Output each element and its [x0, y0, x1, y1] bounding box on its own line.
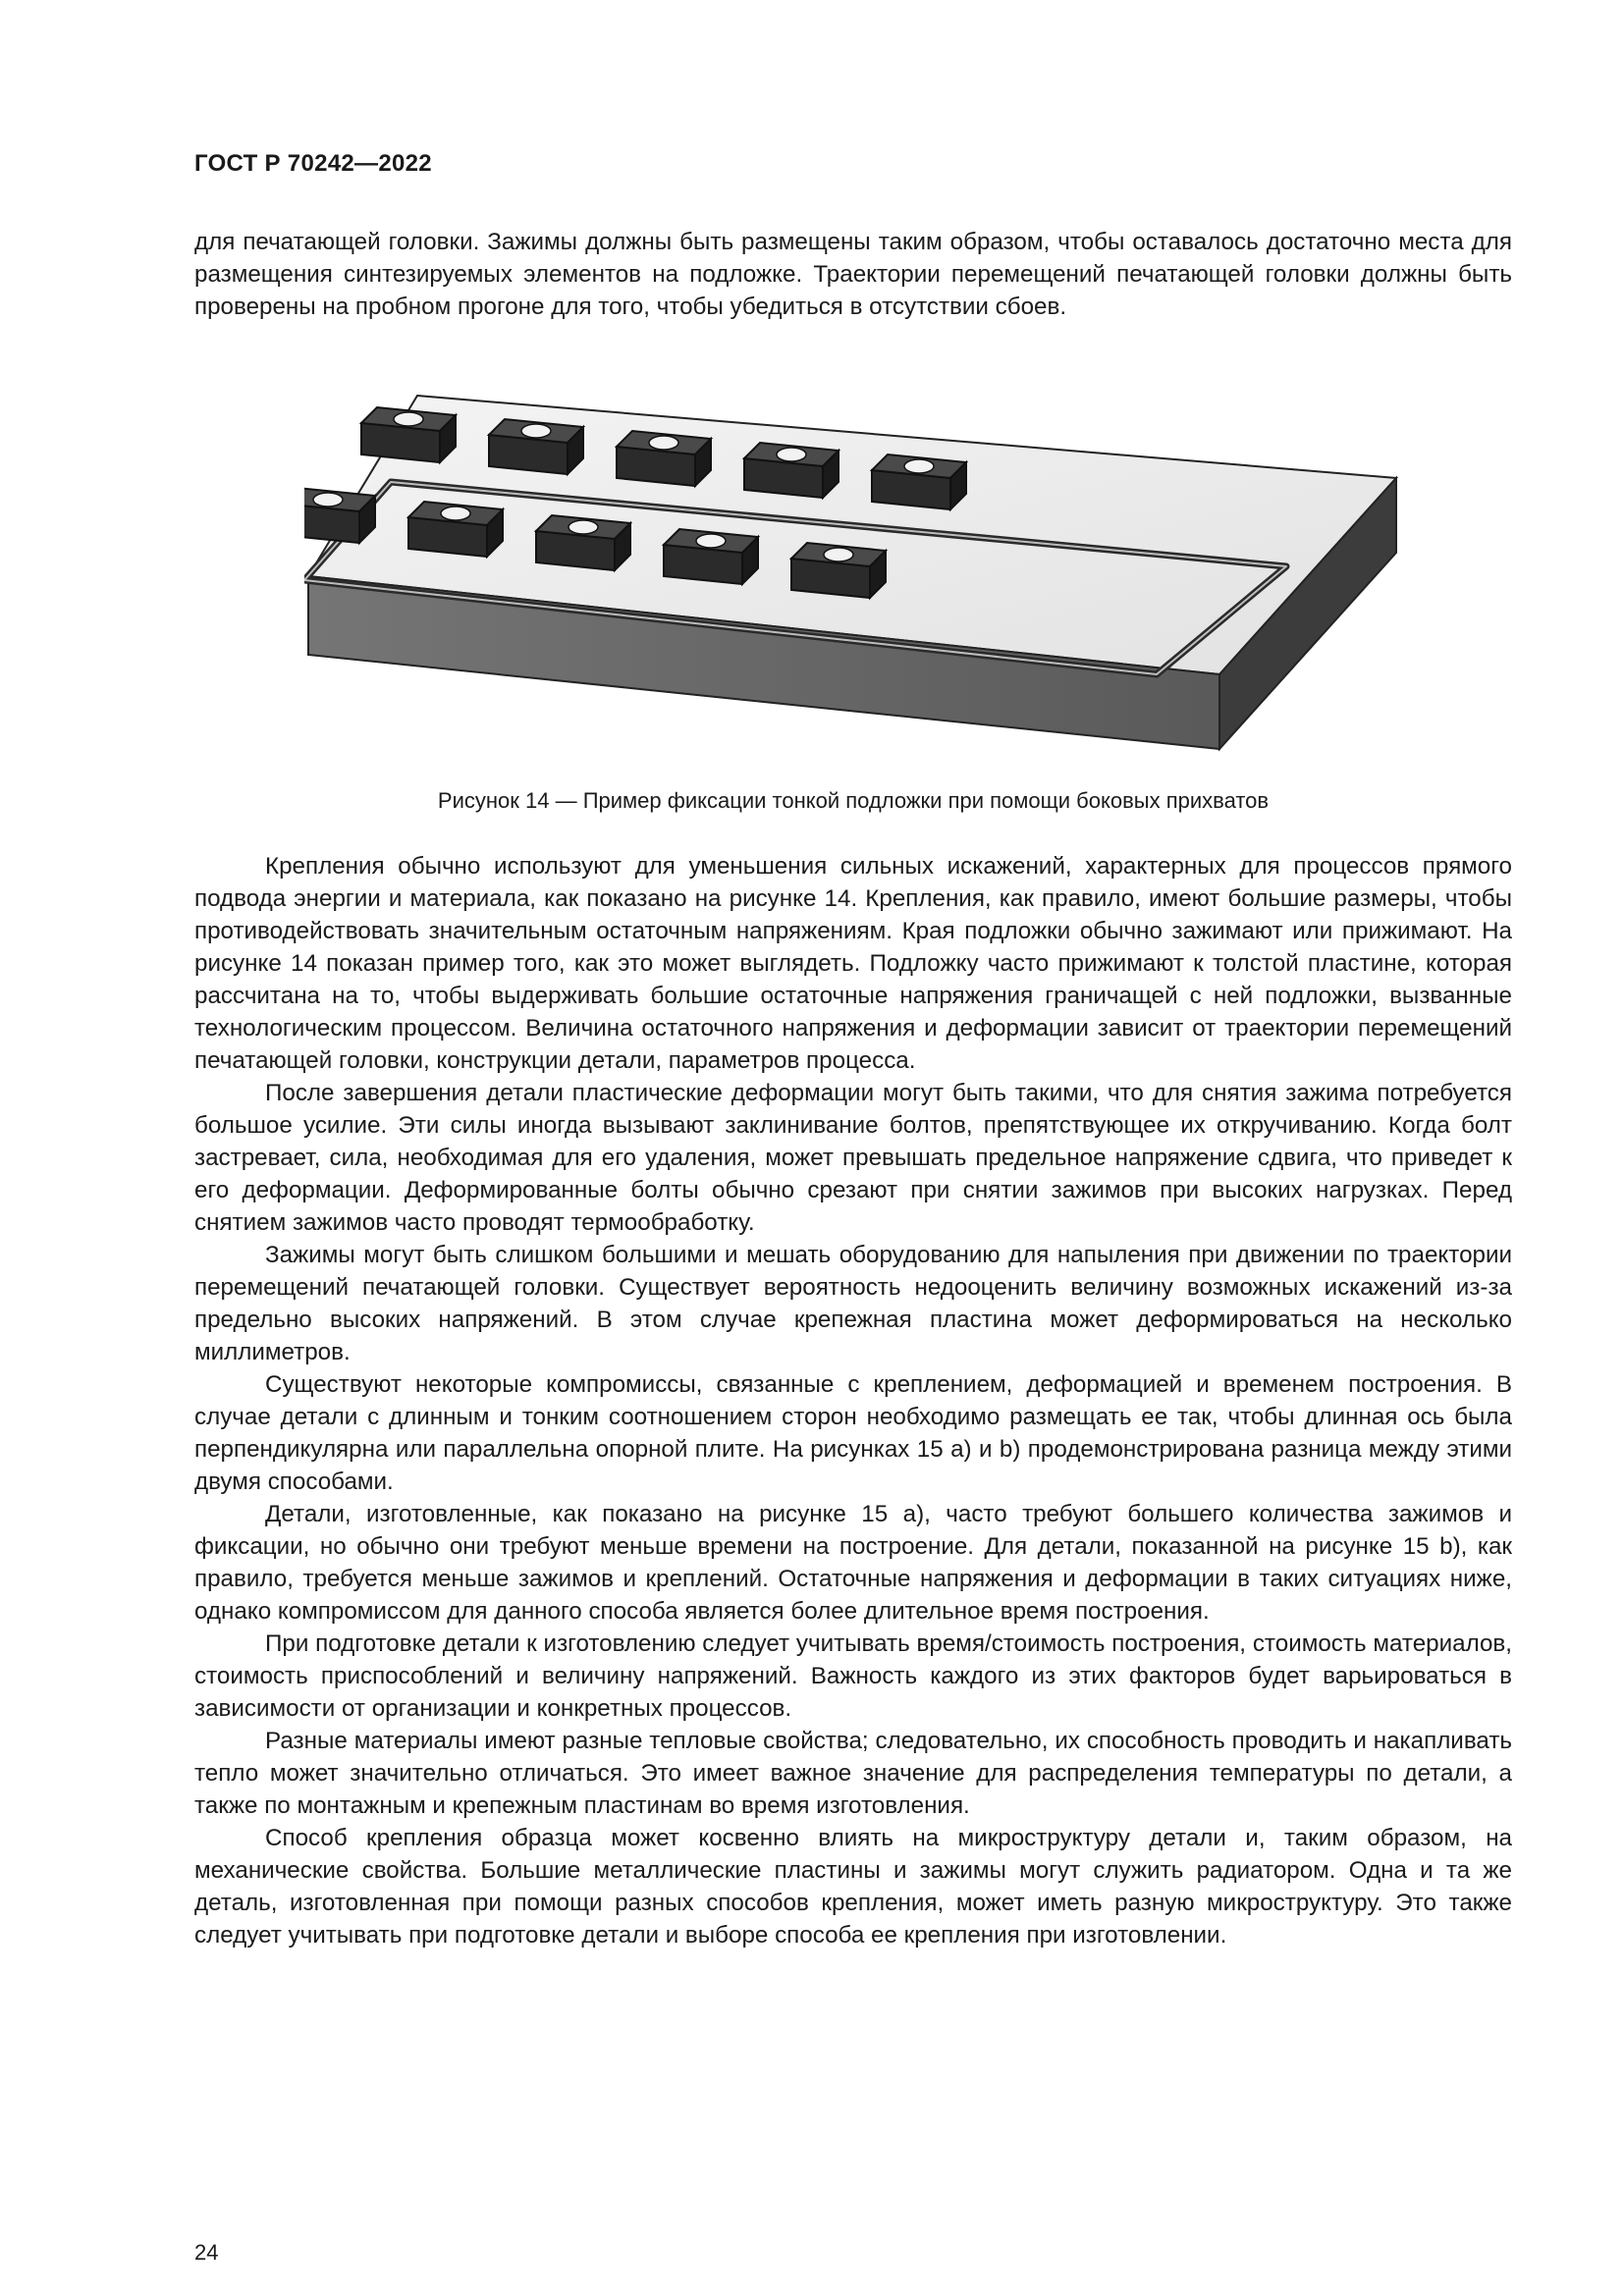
clamp-front-5: [791, 543, 886, 598]
clamp-back-3: [617, 431, 711, 486]
paragraph: Существуют некоторые компромиссы, связанные с креплением, деформацией и временем построения. В случае детали с длинным и тонким соотношением сторон необходимо размещать ее так, чтобы длинная ось была перпендикулярна или параллельна опорной плите. На рисунках 15 a) и b) продемонстрирована разница между этими двумя способами.: [194, 1371, 1512, 1495]
clamp-front-1: [304, 488, 375, 543]
intro-paragraph-text: для печатающей головки. Зажимы должны быть размещены таким образом, чтобы оставалось достаточно места для размещения синтезируемых элементов на подложке. Траектории перемещений печатающей головки должны быть проверены на пробном прогоне для того, чтобы убедиться в отсутствии сбоев.: [194, 229, 1512, 320]
intro-paragraph: [194, 226, 1512, 323]
paragraph: Способ крепления образца может косвенно влиять на микроструктуру детали и, таким образом, на механические свойства. Большие металлические пластины и зажимы могут служить радиатором. Одна и та же деталь, изготовленная при помощи разных способов крепления, может иметь разную микроструктуру. Это также следует учитывать при подготовке детали и выборе способа ее крепления при изготовлении.: [194, 1825, 1512, 1949]
clamp-back-4: [744, 443, 839, 498]
clamp-front-2: [408, 502, 503, 557]
clamp-front-4: [664, 529, 758, 584]
figure-14-illustration: [304, 348, 1404, 761]
paragraph: При подготовке детали к изготовлению следует учитывать время/стоимость построения, стоимость материалов, стоимость приспособлений и величину напряжений. Важность каждого из этих факторов будет варьироваться в зависимости от организации и конкретных процессов.: [194, 1630, 1512, 1722]
paragraph: Разные материалы имеют разные тепловые свойства; следовательно, их способность проводить и накапливать тепло может значительно отличаться. Это имеет важное значение для распределения температуры по детали, а также по монтажным и крепежным пластинам во время изготовления.: [194, 1728, 1512, 1819]
clamp-back-5: [872, 454, 966, 509]
paragraph: Детали, изготовленные, как показано на рисунке 15 a), часто требуют большего количества зажимов и фиксации, но обычно они требуют меньше времени на построение. Для детали, показанной на рисунке 15 b), как правило, требуется меньше зажимов и креплений. Остаточные напряжения и деформации в таких ситуациях ниже, однако компромиссом для данного способа является более длительное время построения.: [194, 1501, 1512, 1625]
clamp-front-3: [536, 515, 630, 570]
page-number: 24: [194, 2240, 219, 2265]
clamp-back-2: [489, 419, 583, 474]
body-text: [194, 850, 1512, 1951]
paragraph: Зажимы могут быть слишком большими и мешать оборудованию для напыления при движении по траектории перемещений печатающей головки. Существует вероятность недооценить величину возможных искажений из-за предельно высоких напряжений. В этом случае крепежная пластина может деформироваться на несколько миллиметров.: [194, 1242, 1512, 1365]
document-standard-header: ГОСТ Р 70242—2022: [194, 150, 432, 177]
paragraph: После завершения детали пластические деформации могут быть такими, что для снятия зажима потребуется большое усилие. Эти силы иногда вызывают заклинивание болтов, препятствующее их откручиванию. Когда болт застревает, сила, необходимая для его удаления, может превышать предельное напряжение сдвига, что приведет к его деформации. Деформированные болты обычно срезают при снятии зажимов при высоких нагрузках. Перед снятием зажимов часто проводят термообработку.: [194, 1080, 1512, 1236]
clamp-back-1: [361, 407, 456, 462]
paragraph: Крепления обычно используют для уменьшения сильных искажений, характерных для процессов прямого подвода энергии и материала, как показано на рисунке 14. Крепления, как правило, имеют большие размеры, чтобы противодействовать значительным остаточным напряжениям. Края подложки обычно зажимают или прижимают. На рисунке 14 показан пример того, как это может выглядеть. Подложку часто прижимают к толстой пластине, которая рассчитана на то, чтобы выдерживать большие остаточные напряжения граничащей с ней подложки, вызванные технологическим процессом. Величина остаточного напряжения и деформации зависит от траектории перемещений печатающей головки, конструкции детали, параметров процесса.: [194, 853, 1512, 1074]
figure-caption: Рисунок 14 — Пример фиксации тонкой подложки при помощи боковых прихватов: [437, 788, 1270, 813]
